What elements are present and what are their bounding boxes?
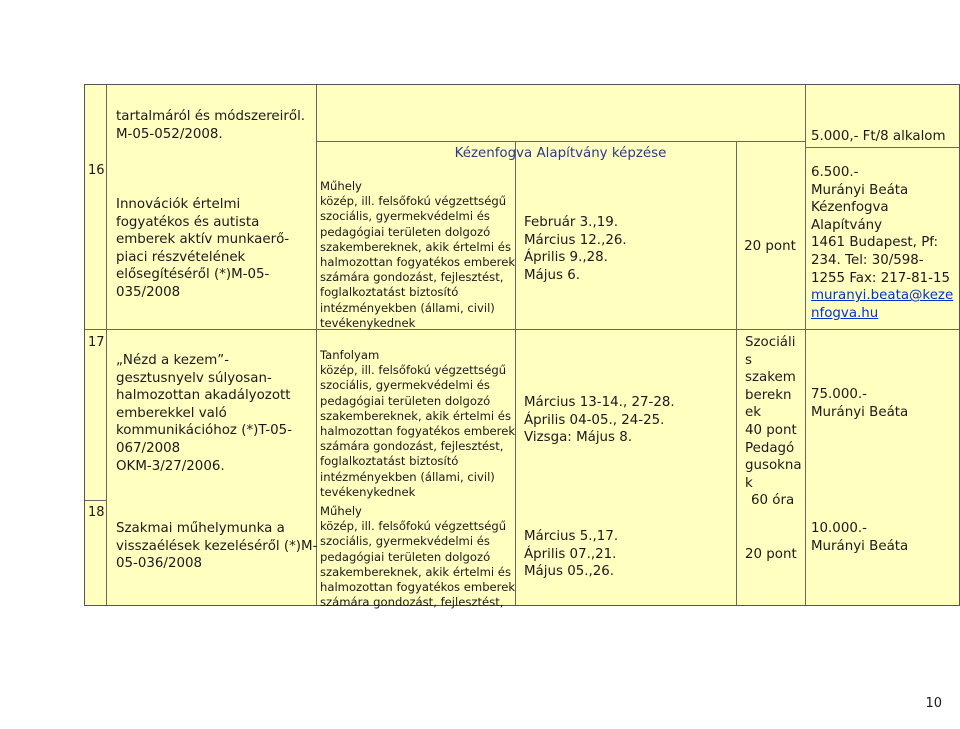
points-line: berekn xyxy=(745,387,792,403)
audience-line: szociális, gyermekvédelmi és xyxy=(320,378,490,393)
intro-text xyxy=(116,108,326,143)
course-audience xyxy=(320,348,525,500)
credit-points: 20 pont xyxy=(745,547,797,562)
audience-line: tevékenykednek xyxy=(320,484,416,499)
points-line: k xyxy=(745,475,753,491)
credit-points: 20 pont xyxy=(744,239,796,254)
title-line: OKM-3/27/2006. xyxy=(116,458,225,474)
contact-line: Kézenfogva xyxy=(811,200,889,216)
audience-line: közép, ill. felsőfokú végzettségű xyxy=(320,363,507,378)
course-dates xyxy=(524,528,734,581)
contact-info xyxy=(811,164,959,322)
audience-line: tevékenykednek xyxy=(320,315,416,330)
title-line: 067/2008 xyxy=(116,440,181,456)
email-link[interactable] xyxy=(811,287,959,322)
row-number: 18 xyxy=(88,505,105,520)
title-line: „Nézd a kezem”- xyxy=(116,353,230,368)
title-line: gesztusnyelv súlyosan- xyxy=(116,370,272,386)
price: 10.000.- xyxy=(811,521,867,536)
title-line: kommunikációhoz (*)T-05- xyxy=(116,423,293,439)
title-line: emberekkel való xyxy=(116,405,227,421)
contact-line: 1461 Budapest, Pf: xyxy=(811,235,939,251)
contact-line: Murányi Beáta xyxy=(811,182,909,198)
course-dates xyxy=(524,394,734,447)
audience-line: pedagógiai területen dolgozó xyxy=(320,549,491,564)
title-line: Szakmai műhelymunka a xyxy=(116,521,285,536)
points-line: Szociáli xyxy=(745,335,796,350)
title-line: halmozottan akadályozott xyxy=(116,388,291,404)
audience-line: halmozottan fogyatékos emberek xyxy=(320,580,516,595)
date-line: Május 6. xyxy=(524,267,580,283)
date-line: Április 07.,21. xyxy=(524,546,617,562)
course-type: Tanfolyam xyxy=(320,348,380,362)
points-line: gusokna xyxy=(745,458,802,474)
title-line: elősegítéséről (*)M-05- xyxy=(116,267,270,283)
audience-line: pedagógiai területen dolgozó xyxy=(320,393,491,408)
title-line: emberek aktív munkaerő- xyxy=(116,232,290,248)
points-line: s xyxy=(745,352,752,368)
date-line: Május 05.,26. xyxy=(524,564,615,580)
title-line: 035/2008 xyxy=(116,284,181,300)
contact-line: Murányi Beáta xyxy=(811,538,909,554)
contact-line: 1255 Fax: 217-81-15 xyxy=(811,270,951,286)
date-line: Április 04-05., 24-25. xyxy=(524,412,665,428)
credit-points xyxy=(745,334,809,510)
intro-line: M-05-052/2008. xyxy=(116,126,223,142)
date-line: Március 13-14., 27-28. xyxy=(524,395,675,410)
fee-text: 5.000,- Ft/8 alkalom xyxy=(811,129,946,144)
points-line: szakem xyxy=(745,370,796,386)
date-line: Április 9.,28. xyxy=(524,250,608,266)
course-audience xyxy=(320,504,525,610)
title-line: Innovációk értelmi xyxy=(116,197,241,212)
row-number: 16 xyxy=(88,163,105,178)
audience-line: számára gondozást, fejlesztést, xyxy=(320,439,504,454)
title-line: visszaélések kezeléséről (*)M- xyxy=(116,538,318,554)
audience-line: intézményekben (állami, civil) xyxy=(320,300,495,315)
course-title xyxy=(116,352,321,475)
course-title xyxy=(116,520,321,573)
contact-info xyxy=(811,386,959,421)
audience-line: szakembereknek, akik értelmi és xyxy=(320,408,511,423)
course-type: Műhely xyxy=(320,179,362,193)
contact-line: 234. Tel: 30/598- xyxy=(811,252,924,268)
intro-line: tartalmáról és módszereiről. xyxy=(116,109,306,124)
audience-line: halmozottan fogyatékos emberek xyxy=(320,424,516,439)
points-line: 40 pont xyxy=(745,422,797,438)
date-line: Február 3.,19. xyxy=(524,215,618,230)
row-number: 17 xyxy=(88,335,105,350)
email-line[interactable]: nfogva.hu xyxy=(811,305,879,321)
title-line: 05-036/2008 xyxy=(116,556,203,572)
points-line: Pedagó xyxy=(745,440,795,456)
contact-line: Murányi Beáta xyxy=(811,404,909,420)
course-dates xyxy=(524,214,734,284)
audience-line: szakembereknek, akik értelmi és xyxy=(320,564,511,579)
page-number: 10 xyxy=(925,696,942,711)
audience-line: szakembereknek, akik értelmi és xyxy=(320,239,511,254)
contact-line: Alapítvány xyxy=(811,217,883,233)
audience-line: számára gondozást, fejlesztést, xyxy=(320,595,504,610)
points-line: ek xyxy=(745,405,761,421)
audience-line: foglalkoztatást biztosító xyxy=(320,285,459,300)
course-type: Műhely xyxy=(320,504,362,518)
audience-line: intézményekben (állami, civil) xyxy=(320,469,495,484)
price: 6.500.- xyxy=(811,165,859,180)
points-line: 60 óra xyxy=(751,493,795,509)
date-line: Március 12.,26. xyxy=(524,232,627,248)
email-line[interactable]: muranyi.beata@keze xyxy=(811,288,954,304)
course-title xyxy=(116,196,321,302)
course-audience xyxy=(320,179,525,331)
price: 75.000.- xyxy=(811,387,867,402)
audience-line: számára gondozást, fejlesztést, xyxy=(320,270,504,285)
audience-line: közép, ill. felsőfokú végzettségű xyxy=(320,519,507,534)
audience-line: szociális, gyermekvédelmi és xyxy=(320,209,490,224)
title-line: piaci részvételének xyxy=(116,249,246,265)
contact-info xyxy=(811,520,959,555)
date-line: Március 5.,17. xyxy=(524,529,619,544)
audience-line: szociális, gyermekvédelmi és xyxy=(320,534,490,549)
audience-line: pedagógiai területen dolgozó xyxy=(320,224,491,239)
audience-line: közép, ill. felsőfokú végzettségű xyxy=(320,194,507,209)
organizer-heading: Kézenfogva Alapítvány képzése xyxy=(454,146,667,161)
title-line: fogyatékos és autista xyxy=(116,214,260,230)
audience-line: foglalkoztatást biztosító xyxy=(320,454,459,469)
date-line: Vizsga: Május 8. xyxy=(524,430,633,446)
audience-line: halmozottan fogyatékos emberek xyxy=(320,255,516,270)
